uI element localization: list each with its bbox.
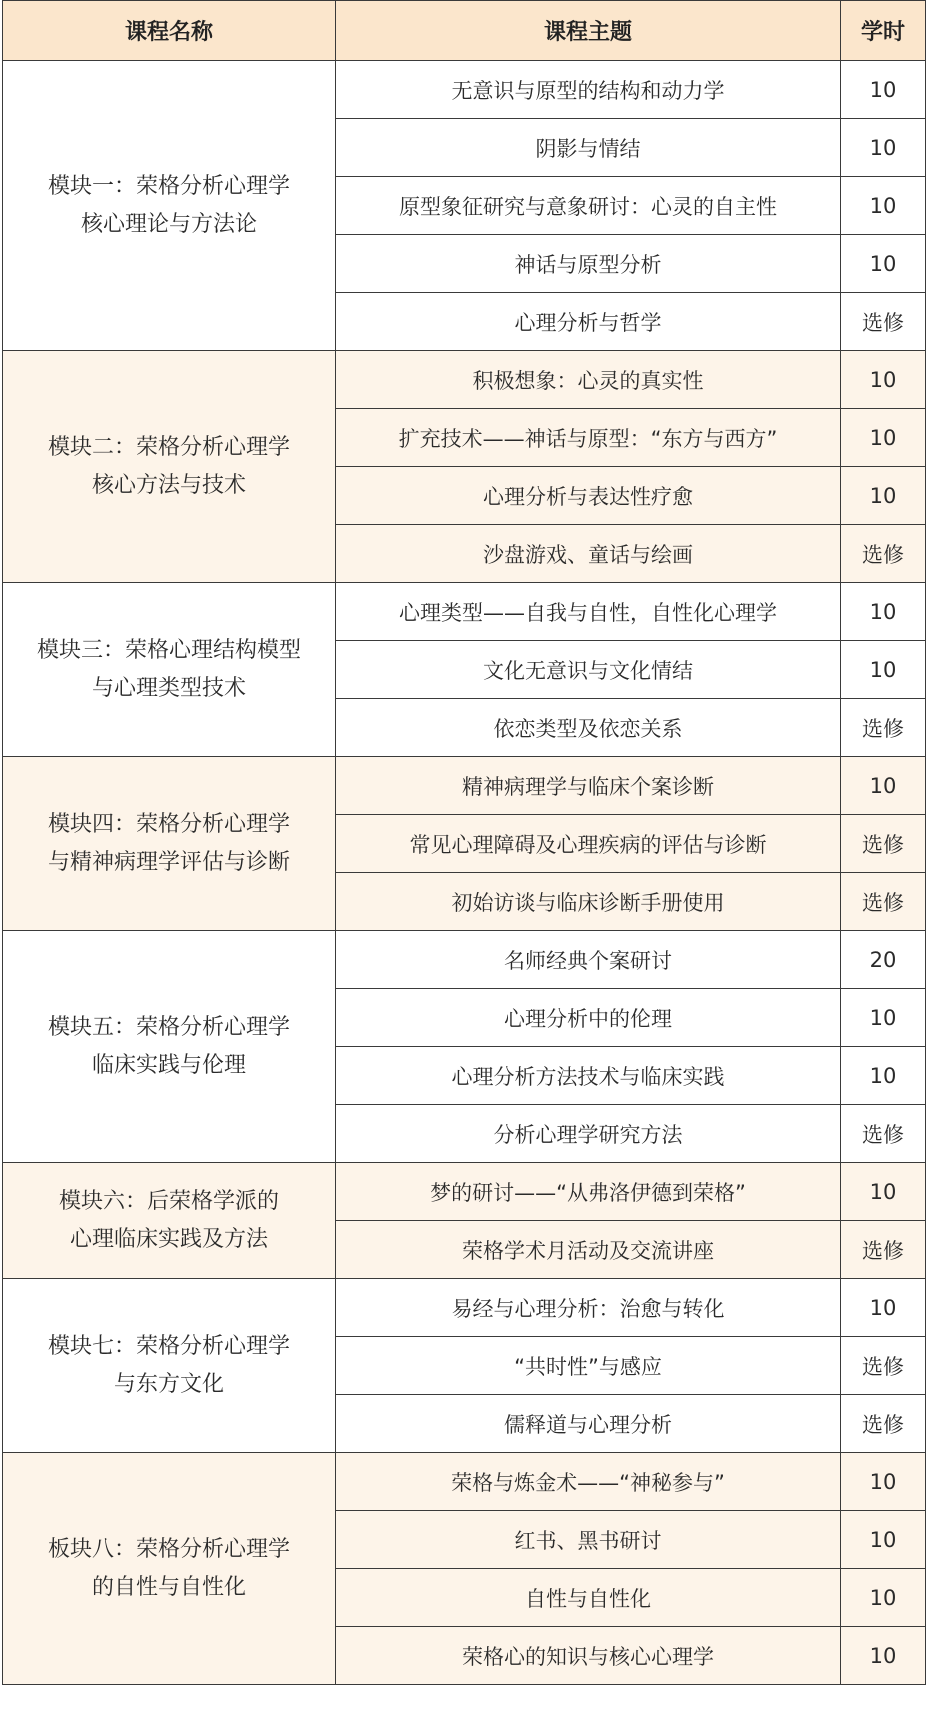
- module-name-line2: 与东方文化: [113, 1371, 224, 1397]
- module-name-cell: [3, 1279, 336, 1453]
- course-hours-cell: 10: [841, 1047, 926, 1105]
- course-hours-cell: 10: [841, 467, 926, 525]
- course-topic-cell: 精神病理学与临床个案诊断: [336, 757, 841, 815]
- module-name-line1: 板块八：荣格分析心理学: [47, 1536, 290, 1562]
- course-topic-cell: 荣格学术月活动及交流讲座: [336, 1221, 841, 1279]
- module-name-line1: 模块三：荣格心理结构模型: [36, 637, 301, 663]
- table-row: [3, 351, 926, 409]
- course-topic-cell: 扩充技术——神话与原型：“东方与西方”: [336, 409, 841, 467]
- course-hours-cell: 选修: [841, 1337, 926, 1395]
- course-topic-cell: 儒释道与心理分析: [336, 1395, 841, 1453]
- course-topic-cell: 自性与自性化: [336, 1569, 841, 1627]
- course-hours-cell: 选修: [841, 293, 926, 351]
- course-hours-cell: 10: [841, 1279, 926, 1337]
- header-row: [3, 1, 926, 61]
- course-topic-cell: 心理分析中的伦理: [336, 989, 841, 1047]
- module-name-line2: 的自性与自性化: [91, 1574, 246, 1600]
- module-name-cell: [3, 583, 336, 757]
- course-topic-cell: 分析心理学研究方法: [336, 1105, 841, 1163]
- module-name-line2: 临床实践与伦理: [91, 1052, 246, 1078]
- course-hours-cell: 10: [841, 1569, 926, 1627]
- module-name-line1: 模块一：荣格分析心理学: [47, 173, 290, 199]
- table-row: [3, 1453, 926, 1511]
- course-topic-cell: 心理分析方法技术与临床实践: [336, 1047, 841, 1105]
- course-hours-cell: 选修: [841, 1105, 926, 1163]
- table-row: [3, 931, 926, 989]
- course-topic-cell: 心理分析与哲学: [336, 293, 841, 351]
- course-hours-cell: 选修: [841, 873, 926, 931]
- table-row: [3, 757, 926, 815]
- module-name-line2: 核心理论与方法论: [80, 211, 257, 237]
- course-hours-cell: 10: [841, 61, 926, 119]
- course-hours-cell: 10: [841, 757, 926, 815]
- course-topic-cell: 心理类型——自我与自性，自性化心理学: [336, 583, 841, 641]
- course-topic-cell: “共时性”与感应: [336, 1337, 841, 1395]
- course-topic-cell: 沙盘游戏、童话与绘画: [336, 525, 841, 583]
- course-topic-cell: 神话与原型分析: [336, 235, 841, 293]
- course-hours-cell: 10: [841, 1163, 926, 1221]
- course-hours-cell: 10: [841, 1627, 926, 1685]
- course-table: [2, 0, 926, 1685]
- course-topic-cell: 心理分析与表达性疗愈: [336, 467, 841, 525]
- course-hours-cell: 10: [841, 119, 926, 177]
- table-row: [3, 1163, 926, 1221]
- course-topic-cell: 初始访谈与临床诊断手册使用: [336, 873, 841, 931]
- course-topic-cell: 名师经典个案研讨: [336, 931, 841, 989]
- course-hours-cell: 10: [841, 1453, 926, 1511]
- module-name-cell: [3, 757, 336, 931]
- module-name-cell: [3, 61, 336, 351]
- course-hours-cell: 选修: [841, 699, 926, 757]
- course-topic-cell: 易经与心理分析：治愈与转化: [336, 1279, 841, 1337]
- course-topic-cell: 荣格与炼金术——“神秘参与”: [336, 1453, 841, 1511]
- module-name-line1: 模块四：荣格分析心理学: [47, 811, 290, 837]
- module-name-line2: 心理临床实践及方法: [69, 1226, 268, 1252]
- course-hours-cell: 选修: [841, 815, 926, 873]
- module-name-cell: [3, 931, 336, 1163]
- header-hours: 学时: [841, 1, 926, 61]
- course-topic-cell: 依恋类型及依恋关系: [336, 699, 841, 757]
- course-hours-cell: 10: [841, 1511, 926, 1569]
- course-hours-cell: 选修: [841, 1395, 926, 1453]
- course-hours-cell: 10: [841, 177, 926, 235]
- course-topic-cell: 阴影与情结: [336, 119, 841, 177]
- module-name-line2: 核心方法与技术: [91, 472, 246, 498]
- course-hours-cell: 20: [841, 931, 926, 989]
- course-topic-cell: 梦的研讨——“从弗洛伊德到荣格”: [336, 1163, 841, 1221]
- course-topic-cell: 无意识与原型的结构和动力学: [336, 61, 841, 119]
- header-course-name: 课程名称: [3, 1, 336, 61]
- course-hours-cell: 10: [841, 409, 926, 467]
- table-row: [3, 61, 926, 119]
- course-topic-cell: 荣格心的知识与核心心理学: [336, 1627, 841, 1685]
- course-topic-cell: 原型象征研究与意象研讨：心灵的自主性: [336, 177, 841, 235]
- table-row: [3, 1279, 926, 1337]
- module-name-cell: [3, 351, 336, 583]
- header-course-topic: 课程主题: [336, 1, 841, 61]
- course-topic-cell: 红书、黑书研讨: [336, 1511, 841, 1569]
- course-topic-cell: 常见心理障碍及心理疾病的评估与诊断: [336, 815, 841, 873]
- module-name-line1: 模块六：后荣格学派的: [58, 1188, 279, 1214]
- module-name-cell: [3, 1163, 336, 1279]
- module-name-line1: 模块七：荣格分析心理学: [47, 1333, 290, 1359]
- course-hours-cell: 10: [841, 351, 926, 409]
- module-name-line1: 模块五：荣格分析心理学: [47, 1014, 290, 1040]
- course-hours-cell: 10: [841, 235, 926, 293]
- course-topic-cell: 文化无意识与文化情结: [336, 641, 841, 699]
- course-hours-cell: 选修: [841, 1221, 926, 1279]
- table-row: [3, 583, 926, 641]
- course-hours-cell: 10: [841, 583, 926, 641]
- module-name-cell: [3, 1453, 336, 1685]
- course-hours-cell: 选修: [841, 525, 926, 583]
- module-name-line1: 模块二：荣格分析心理学: [47, 434, 290, 460]
- module-name-line2: 与心理类型技术: [91, 675, 246, 701]
- course-topic-cell: 积极想象：心灵的真实性: [336, 351, 841, 409]
- table-body: [3, 61, 926, 1685]
- course-hours-cell: 10: [841, 641, 926, 699]
- course-hours-cell: 10: [841, 989, 926, 1047]
- module-name-line2: 与精神病理学评估与诊断: [47, 849, 290, 875]
